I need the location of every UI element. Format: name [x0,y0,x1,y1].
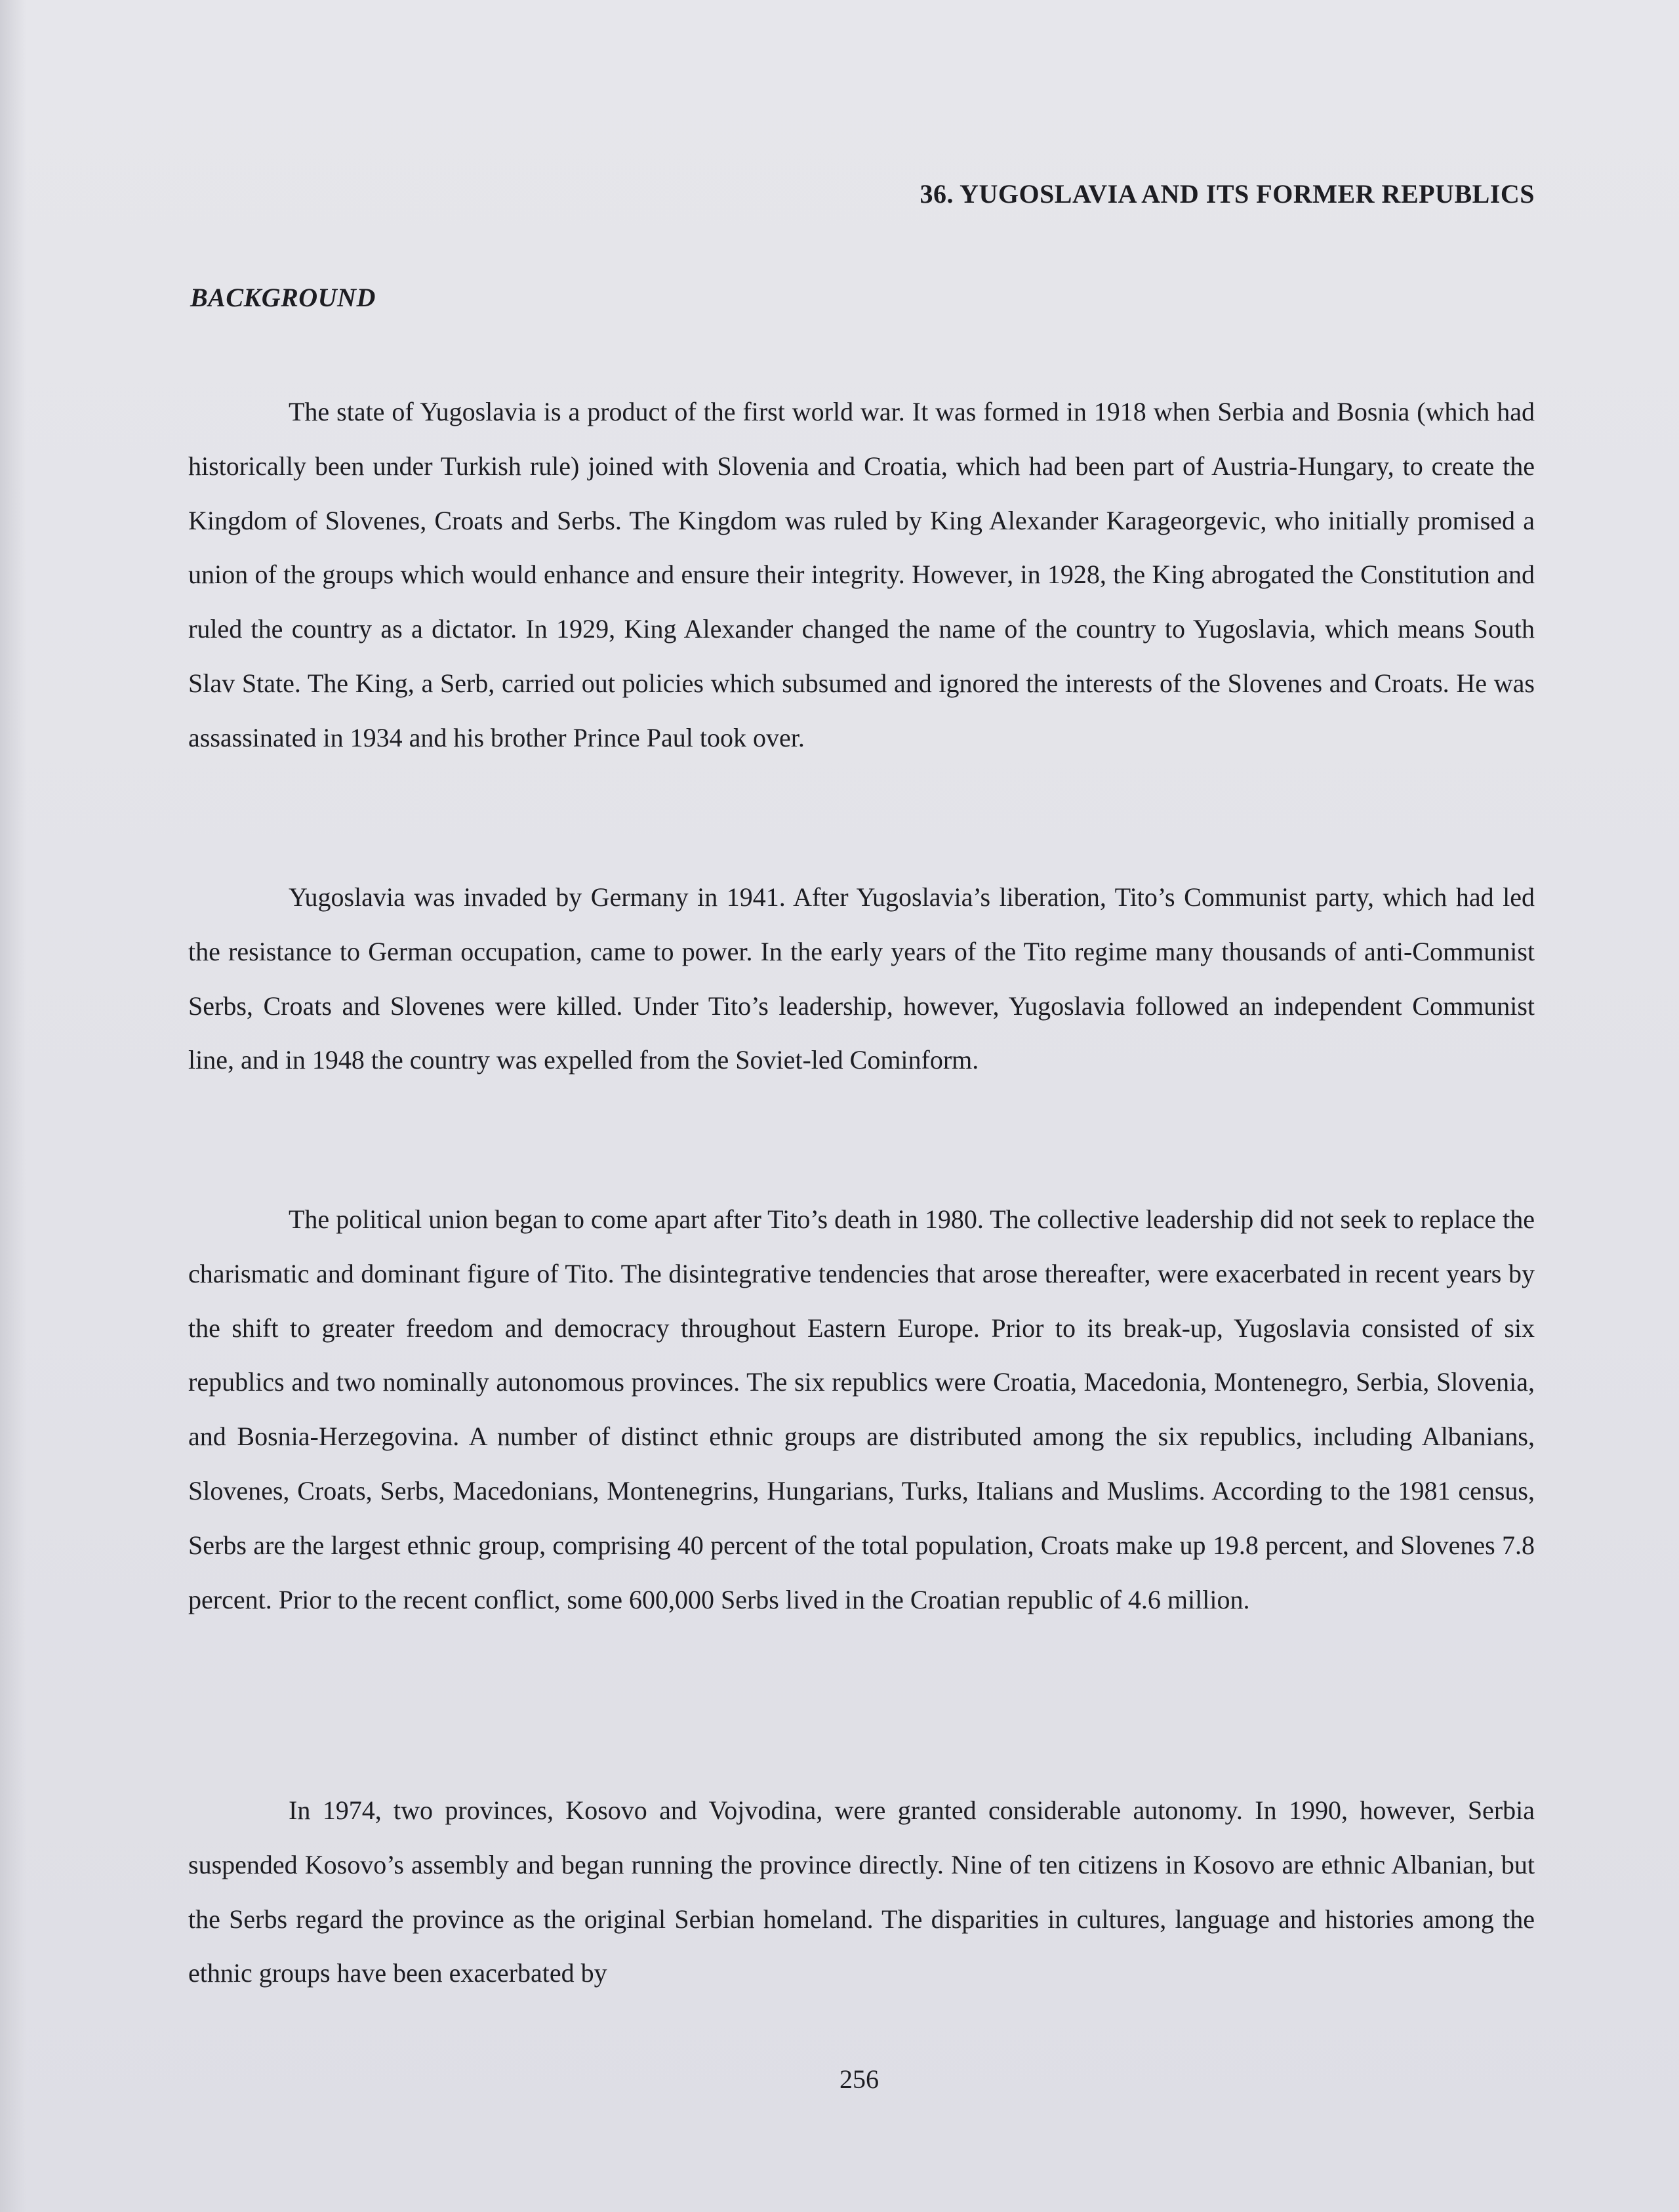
body-paragraph: Yugoslavia was invaded by Germany in 1941. After Yugoslavia’s liberation, Tito’s Communist party, which had led the resistance to German occupation, came to power. In the early years of the Tito regime many thousands of anti-Communist Serbs, Croats and Slovenes were killed. Under Tito’s leadership, however, Yugoslavia followed an independent Communist line, and in 1948 the country was expelled from the Soviet-led Cominform. [188,882,1535,1075]
chapter-title: 36. YUGOSLAVIA AND ITS FORMER REPUBLICS [920,179,1535,209]
body-paragraph: The state of Yugoslavia is a product of the first world war. It was formed in 1918 when Serbia and Bosnia (which had historically been under Turkish rule) joined with Slovenia and Croatia, which had been part of Austria-Hungary, to create the Kingdom of Slovenes, Croats and Serbs. The Kingdom was ruled by King Alexander Karageorgevic, who initially promised a union of the groups which would enhance and ensure their integrity. However, in 1928, the King abrogated the Constitution and ruled the country as a dictator. In 1929, King Alexander changed the name of the country to Yugoslavia, which means South Slav State. The King, a Serb, carried out policies which subsumed and ignored the interests of the Slovenes and Croats. He was assassinated in 1934 and his brother Prince Paul took over. [188,397,1535,752]
body-paragraph: In 1974, two provinces, Kosovo and Vojvodina, were granted considerable autonomy. In 1990, however, Serbia suspended Kosovo’s assembly and began running the province directly. Nine of ten citizens in Kosovo are ethnic Albanian, but the Serbs regard the province as the original Serbian homeland. The disparities in cultures, language and histories among the ethnic groups have been exacerbated by [188,1795,1535,1988]
page-edge-shadow [0,0,26,2212]
page-number: 256 [840,2064,879,2094]
body-paragraph: The political union began to come apart after Tito’s death in 1980. The collective leadership did not seek to replace the charismatic and dominant figure of Tito. The disintegrative tendencies that arose thereafter, were exacerbated in recent years by the shift to greater freedom and democracy throughout Eastern Europe. Prior to its break-up, Yugoslavia consisted of six republics and two nominally autonomous provinces. The six republics were Croatia, Macedonia, Montenegro, Serbia, Slovenia, and Bosnia-Herzegovina. A number of distinct ethnic groups are distributed among the six republics, including Albanians, Slovenes, Croats, Serbs, Macedonians, Montenegrins, Hungarians, Turks, Italians and Muslims. According to the 1981 census, Serbs are the largest ethnic group, comprising 40 percent of the total population, Croats make up 19.8 percent, and Slovenes 7.8 percent. Prior to the recent conflict, some 600,000 Serbs lived in the Croatian republic of 4.6 million. [188,1204,1535,1614]
section-heading: BACKGROUND [190,283,376,312]
